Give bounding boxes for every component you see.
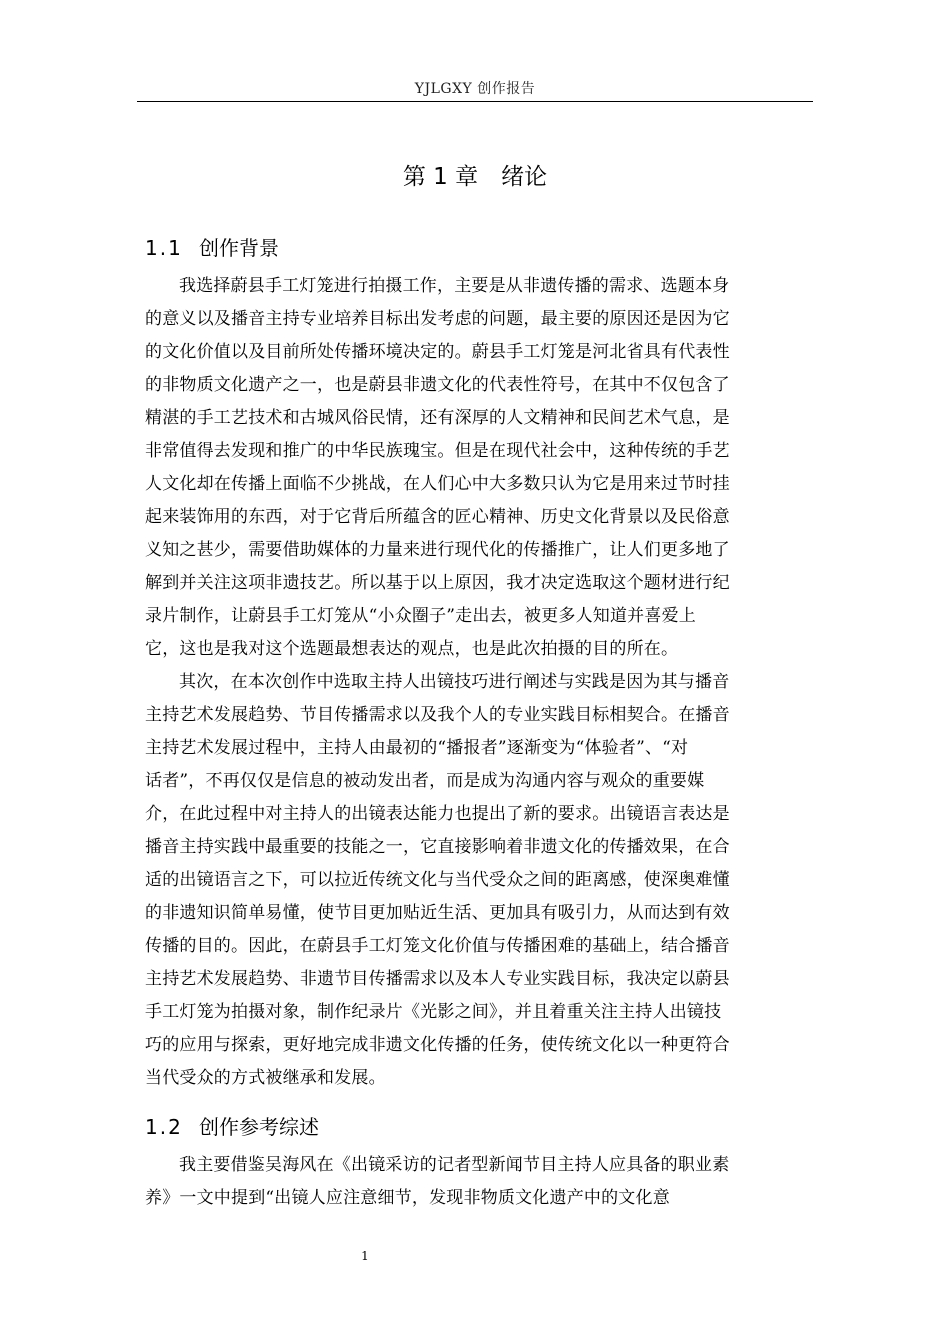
header-divider: [137, 101, 813, 102]
section-number: 1.2: [145, 1115, 183, 1139]
chapter-title: 第 1 章 绪论: [402, 164, 548, 190]
paragraph-line: 它，这也是我对这个选题最想表达的观点，也是此次拍摄的目的所在。: [145, 639, 679, 659]
paragraph-line: 播音主持实践中最重要的技能之一，它直接影响着非遗文化的传播效果，在合: [145, 837, 730, 857]
paragraph-line: 主持艺术发展过程中，主持人由最初的“播报者”逐渐变为“体验者”、“对: [145, 738, 689, 758]
paragraph-line: 的意义以及播音主持专业培养目标出发考虑的问题，最主要的原因还是因为它: [145, 309, 730, 329]
paragraph-line: 起来装饰用的东西，对于它背后所蕴含的匠心精神、历史文化背景以及民俗意: [145, 507, 730, 527]
section-title: 创作参考综述: [199, 1115, 319, 1139]
paragraph-line: 手工灯笼为拍摄对象，制作纪录片《光影之间》，并且着重关注主持人出镜技: [145, 1002, 722, 1022]
paragraph-line: 的非物质文化遗产之一，也是蔚县非遗文化的代表性符号，在其中不仅包含了: [145, 375, 730, 395]
section-heading-1-1: [145, 232, 279, 261]
paragraph-line: 的非遗知识简单易懂，使节目更加贴近生活、更加具有吸引力，从而达到有效: [145, 903, 730, 923]
paragraph-line: 我选择蔚县手工灯笼进行拍摄工作，主要是从非遗传播的需求、选题本身: [179, 276, 730, 296]
paragraph-line: 介，在此过程中对主持人的出镜表达能力也提出了新的要求。出镜语言表达是: [145, 804, 730, 824]
paragraph-line: 巧的应用与探索，更好地完成非遗文化传播的任务，使传统文化以一种更符合: [145, 1035, 730, 1055]
page-header: YJLGXY 创作报告: [414, 81, 536, 97]
paragraph-line: 人文化却在传播上面临不少挑战，在人们心中大多数只认为它是用来过节时挂: [145, 474, 730, 494]
paragraph-line: 其次，在本次创作中选取主持人出镜技巧进行阐述与实践是因为其与播音: [179, 672, 730, 692]
paragraph-line: 解到并关注这项非遗技艺。所以基于以上原因，我才决定选取这个题材进行纪: [145, 573, 730, 593]
paragraph-line: 传播的目的。因此，在蔚县手工灯笼文化价值与传播困难的基础上，结合播音: [145, 936, 730, 956]
paragraph-line: 养》一文中提到“出镜人应注意细节，发现非物质文化遗产中的文化意: [145, 1188, 670, 1208]
paragraph-line: 主持艺术发展趋势、节目传播需求以及我个人的专业实践目标相契合。在播音: [145, 705, 730, 725]
paragraph-line: 我主要借鉴吴海风在《出镜采访的记者型新闻节目主持人应具备的职业素: [179, 1155, 730, 1175]
paragraph-line: 精湛的手工艺技术和古城风俗民情，还有深厚的人文精神和民间艺术气息，是: [145, 408, 730, 428]
paragraph-line: 义知之甚少，需要借助媒体的力量来进行现代化的传播推广，让人们更多地了: [145, 540, 730, 560]
section-title: 创作背景: [199, 236, 279, 260]
paragraph-line: 录片制作，让蔚县手工灯笼从“小众圈子”走出去，被更多人知道并喜爱上: [145, 606, 696, 626]
section-number: 1.1: [145, 236, 183, 260]
section-heading-1-2: [145, 1111, 319, 1140]
paragraph-line: 的文化价值以及目前所处传播环境决定的。蔚县手工灯笼是河北省具有代表性: [145, 342, 730, 362]
paragraph-line: 当代受众的方式被继承和发展。: [145, 1068, 386, 1088]
paragraph-line: 话者”，不再仅仅是信息的被动发出者，而是成为沟通内容与观众的重要媒: [145, 771, 705, 791]
page-number: 1: [361, 1249, 369, 1263]
paragraph-line: 适的出镜语言之下，可以拉近传统文化与当代受众之间的距离感，使深奥难懂: [145, 870, 730, 890]
paragraph-line: 非常值得去发现和推广的中华民族瑰宝。但是在现代社会中，这种传统的手艺: [145, 441, 730, 461]
paragraph-line: 主持艺术发展趋势、非遗节目传播需求以及本人专业实践目标，我决定以蔚县: [145, 969, 730, 989]
